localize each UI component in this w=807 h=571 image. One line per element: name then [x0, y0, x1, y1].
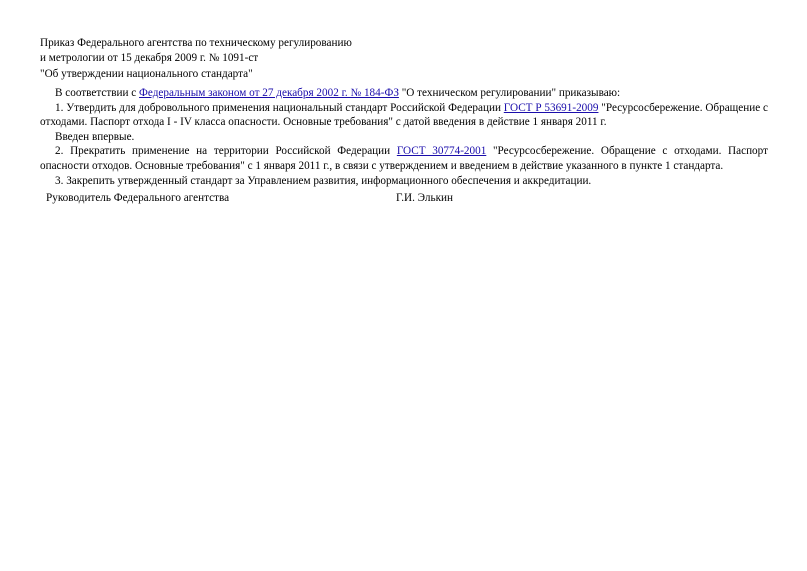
- intro-text-after: "О техническом регулировании" приказываю:: [398, 87, 621, 99]
- intro-paragraph: [40, 86, 768, 101]
- federal-law-link[interactable]: Федеральным законом от 27 декабря 2002 г. № 184-ФЗ: [139, 87, 399, 99]
- document-header: [40, 36, 460, 82]
- item-2-text-before: 2. Прекратить применение на территории Российской Федерации: [55, 145, 397, 158]
- item-2-text-after: "Ресурсосбережение. Обращение с отходами. Паспорт опасности отходов. Основные требования" с 1 января 2011 г., в связи с утверждением и введением в действие указанного в пункте 1 стандарта.: [40, 145, 768, 172]
- header-line-2: и метрологии от 15 декабря 2009 г. № 1091-ст: [40, 52, 259, 65]
- header-line-3: "Об утверждении национального стандарта": [40, 67, 253, 80]
- gost-r-53691-link[interactable]: ГОСТ Р 53691-2009: [503, 101, 599, 114]
- item-1-paragraph: [40, 101, 768, 130]
- item-1-text-after: "Ресурсосбережение. Обращение с отходами. Паспорт отхода I - IV класса опасности. Основные требования" с датой введения в действие 1 января 2011 г.: [40, 101, 768, 129]
- document-body: [40, 86, 768, 188]
- gost-30774-link[interactable]: ГОСТ 30774-2001: [396, 145, 487, 158]
- signature-block: [46, 191, 766, 207]
- introduced-note: Введен впервые.: [55, 130, 135, 143]
- item-2-paragraph: [40, 144, 768, 173]
- signature-name: Г.И. Элькин: [396, 192, 454, 204]
- item-3-paragraph: 3. Закрепить утвержденный стандарт за Управлением развития, информационного обеспечения и аккредитации.: [55, 174, 592, 187]
- signature-position: Руководитель Федерального агентства: [46, 192, 230, 204]
- item-1-text-before: 1. Утвердить для добровольного применения национальный стандарт Российской Федерации: [55, 101, 504, 114]
- header-line-1: Приказ Федерального агентства по техническому регулированию: [40, 37, 352, 49]
- intro-text-before: В соответствии с: [55, 87, 140, 99]
